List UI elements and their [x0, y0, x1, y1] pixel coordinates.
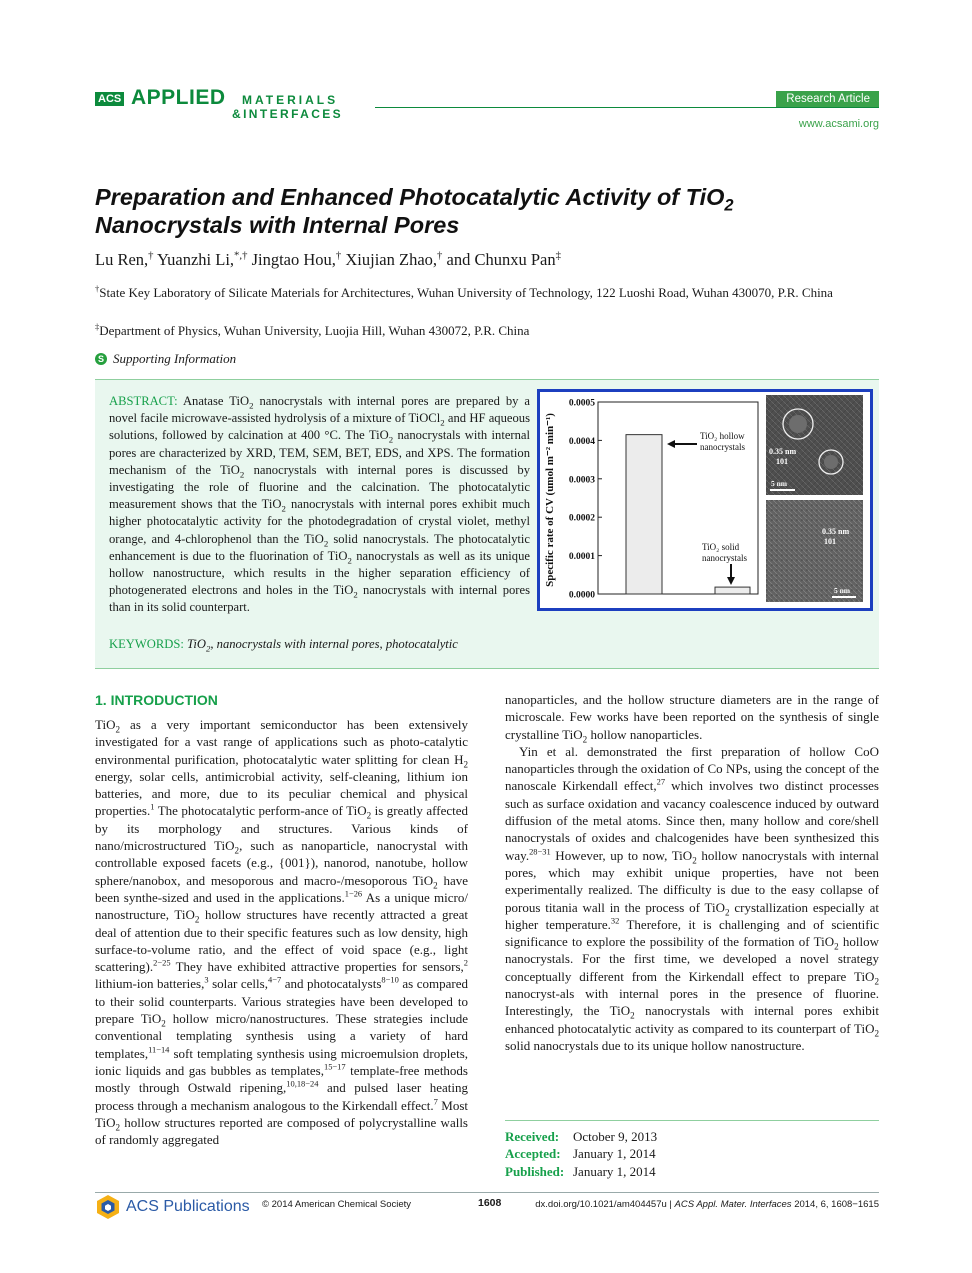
header-divider	[375, 107, 879, 108]
bar-label-hollow-1: TiO₂ hollow	[700, 431, 745, 441]
keywords: KEYWORDS: TiO$_2$, nanocrystals with internal pores, photocatalytic	[109, 637, 458, 654]
bar-label-hollow-2: nanocrystals	[700, 442, 745, 452]
tem-image-hollow	[766, 395, 863, 495]
logo-applied: APPLIED	[131, 86, 226, 109]
y-tick-label: 0.0001	[568, 552, 595, 563]
logo-interfaces: &INTERFACES	[232, 107, 344, 121]
journal-url-link[interactable]: www.acsami.org	[798, 118, 879, 130]
arrow-solid-icon	[727, 564, 735, 585]
logo-materials: MATERIALS	[242, 93, 339, 107]
dates-divider	[505, 1120, 879, 1121]
article-dates	[505, 1128, 657, 1180]
journal-logo	[95, 88, 365, 126]
y-tick-label: 0.0005	[568, 398, 595, 409]
bar-label-solid-2: nanocrystals	[702, 553, 747, 563]
article-title: Preparation and Enhanced Photocatalytic Activity of TiO$_2$ Nanocrystals with Internal Pores	[95, 184, 734, 238]
date-published: Published: January 1, 2014	[505, 1163, 656, 1179]
author[interactable]: Xiujian Zhao,†	[345, 249, 443, 269]
author[interactable]: Jingtao Hou,†	[251, 249, 342, 269]
tem-top-label-2: 101	[776, 457, 788, 466]
affiliation: †State Key Laboratory of Silicate Materials for Architectures, Wuhan University of Technology, 122 Luoshi Road, Wuhan 430070, P.R. China	[95, 283, 833, 300]
footer-divider	[95, 1192, 879, 1193]
author[interactable]: Yuanzhi Li,*,†	[157, 249, 248, 269]
bar-solid	[715, 587, 750, 594]
tem-bottom-label-2: 101	[824, 537, 836, 546]
supporting-info-icon: S	[95, 353, 107, 365]
acs-hexagon-icon	[95, 1194, 121, 1220]
supporting-info-link[interactable]: S Supporting Information	[95, 351, 236, 367]
tem-top-label-1: 0.35 nm	[769, 447, 797, 456]
author[interactable]: and Chunxu Pan‡	[446, 249, 561, 269]
y-tick-label: 0.0000	[568, 590, 595, 601]
y-axis	[569, 399, 758, 601]
bar-label-solid-1: TiO₂ solid	[702, 542, 740, 552]
tem-top-scale: 5 nm	[771, 479, 788, 488]
article-type-badge: Research Article	[776, 91, 879, 107]
doi-citation[interactable]: dx.doi.org/10.1021/am404457u | ACS Appl. Mater. Interfaces 2014, 6, 1608−1615	[535, 1199, 879, 1210]
affiliation: ‡Department of Physics, Wuhan University, Luojia Hill, Wuhan 430072, P.R. China	[95, 321, 530, 338]
tem-bottom-label-1: 0.35 nm	[822, 527, 850, 536]
acs-publications-logo[interactable]: ACS Publications	[95, 1194, 250, 1220]
y-tick-label: 0.0004	[568, 436, 595, 447]
body-column-right: nanoparticles, and the hollow structure diameters are in the range of microscale. Few works have been reported on the synthesis of single crystalline TiO$_2$ hollow nanoparticles. Yin et al. demonstrated the first preparation of hollow CoO nanoparticles through the oxidation of Co NPs, using the concept of the nanoscale Kirkendall effect,$^{27}$ which involves two distinct processes such as surface oxidation and vacancy coalescence induced by outward diffusion of the metal atoms. Since then, many hollow and core/shell nanocrystals of oxides and chalcogenides have been synthesized this way.$^{28-31}$ However, up to now, TiO$_2$ hollow nanocrystals with internal pores, which may exhibit unique properties, have not been experimentally realized. The difficulty is due to the easy collapse of porous titania wall in the process of TiO$_2$ crystallization especially at higher temperature.$^{32}$ Therefore, it is challenging and of scientific significance to explore the possibility of the formation of TiO$_2$ hollow nanocrystals. For the first time, we developed a novel strategy conceptually different from the Kirkendall effect to prepare TiO$_2$ nanocryst-als with internal pores in the presence of fluorine. Interestingly, the TiO$_2$ nanocrystals with internal pores exhibit enhanced photocatalytic activity as compared to its counterpart of TiO$_2$ solid nanocrystals due to its unique hollow nanostructure.	[505, 692, 879, 1053]
author[interactable]: Lu Ren,†	[95, 249, 154, 269]
y-tick-label: 0.0002	[568, 513, 595, 524]
arrow-hollow-icon	[667, 440, 697, 448]
copyright: © 2014 American Chemical Society	[262, 1199, 412, 1210]
date-accepted: Accepted: January 1, 2014	[505, 1146, 656, 1162]
y-axis-label: Specific rate of CV (umol m⁻² min⁻¹)	[544, 413, 556, 587]
author-list	[95, 250, 561, 270]
tem-bottom-scale: 5 nm	[834, 586, 851, 595]
tem-image-solid	[766, 500, 863, 602]
date-received: Received: October 9, 2013	[505, 1129, 658, 1144]
bar-hollow	[626, 435, 662, 594]
abstract-text: ABSTRACT: Anatase TiO$_2$ nanocrystals with internal pores are prepared by a novel facile microwave-assisted hydrolysis of a mixture of TiOCl$_2$ and HF aqueous solutions, followed by calcination at 400 °C. The TiO$_2$ nanocrystals with internal pores are characterized by XRD, TEM, SEM, BET, EDS, and XPS. The formation mechanism of the TiO$_2$ nanocrystals with internal pores is discussed by investigating the role of fluorine and the calcination. The photocatalytic measurement shows that the TiO$_2$ nanocrystals with internal pores exhibit much higher photocatalytic activity for the photodegradation of crystal violet, methyl orange, and 4-chlorophenol than the TiO$_2$ solid nanocrystals. The photocatalytic enhancement is due to the fluorination of TiO$_2$ nanocrystals as well as its unique hollow nanostructure, which results in the higher separation efficiency of photogenerated electrons and holes in the TiO$_2$ nanocrystals with internal pores than in its solid counterpart.	[109, 394, 531, 615]
section-heading: 1. INTRODUCTION	[95, 692, 218, 708]
toc-graphic	[537, 389, 873, 611]
body-column-left: TiO$_2$ as a very important semiconductor has been extensively investigated for a vast range of applications such as photo-catalytic environmental purification, photocatalytic water splitting for clean $H_2$ energy, solar cells, antimicrobial activity, self-cleaning, lithium ion batteries, and more, due to its peculiar chemical and physical properties.$^1$ The photocatalytic perform-ance of TiO$_2$ is greatly affected by its morphology and structures. Various kinds of nano/microstructured TiO$_2$, such as nanoparticle, nanocrystal with controllable exposed facets (e.g., {001}), nanorod, nanotube, hollow sphere/nanobox, and mesoporous and macro-/mesoporous TiO$_2$ have been synthe-sized and used in the applications.$^{1-26}$ As a unique micro/ nanostructure, TiO$_2$ hollow structures have recently attracted a great deal of attention due to their specific features such as low density, high surface-to-volume ratio, and the effect of void space (e.g., light scattering).$^{2-25}$ They have exhibited attractive properties for sensors,$^2$ lithium-ion batteries,$^3$ solar cells,$^{4-7}$ and photocatalysts$^{8-10}$ as compared to their solid counterparts. Various strategies have been developed to prepare TiO$_2$ hollow micro/nanostructures. These strategies include conventional templating synthesis using a variety of hard templates,$^{11-14}$ soft templating synthesis using microemulsion droplets, ionic liquids and gas bubbles as templates,$^{15-17}$ template-free methods mostly through Ostwald ripening,$^{10,18-24}$ and pulsed laser heating process through a mechanism analogous to the Kirkendall effect.$^7$ Most TiO$_2$ hollow structures reported are composed of polycrystalline walls of randomly aggregated	[95, 717, 469, 1148]
logo-acs: ACS	[95, 92, 124, 106]
y-tick-label: 0.0003	[568, 475, 595, 486]
page-number: 1608	[478, 1197, 502, 1209]
bar-chart	[540, 392, 870, 608]
